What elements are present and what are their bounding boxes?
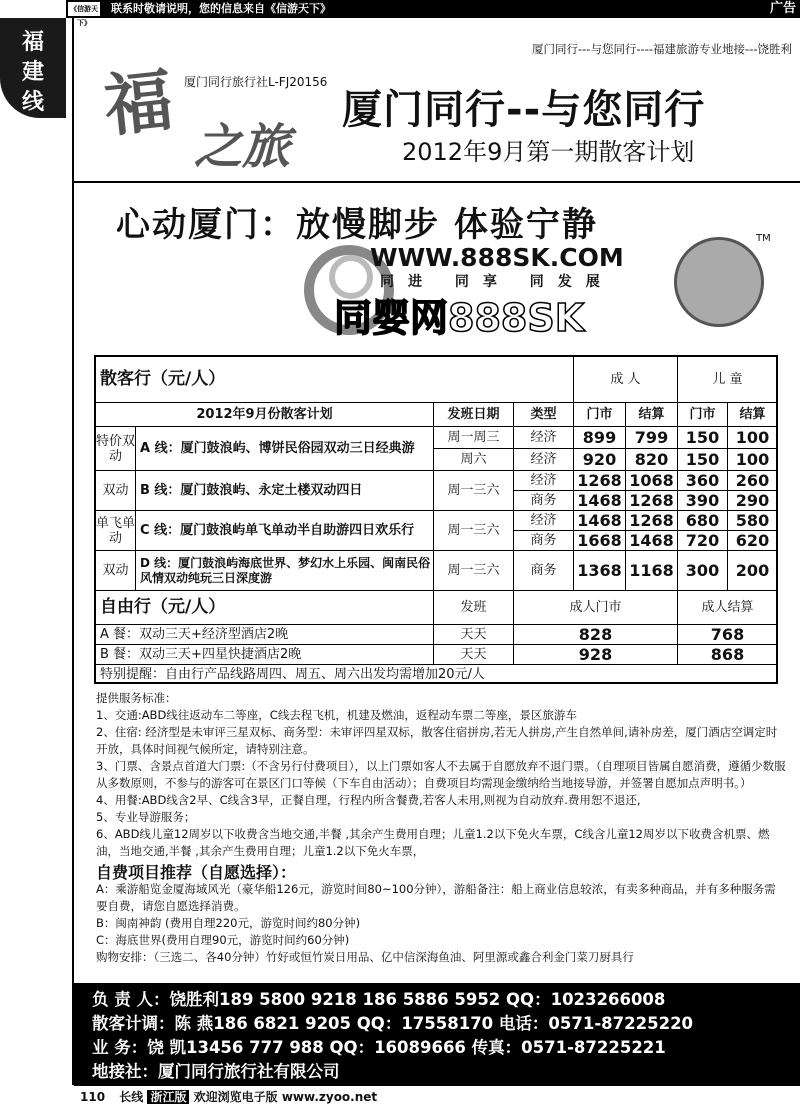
extra-item: C：海底世界(费用自理90元，游览时间约60分钟) (96, 933, 350, 947)
price: 100 (728, 427, 778, 449)
route-c[interactable]: C 线：厦门鼓浪屿单飞单动半自助游四日欢乐行 (136, 511, 434, 551)
type: 商务 (514, 551, 574, 591)
col-child: 儿 童 (678, 357, 778, 403)
header (74, 18, 800, 183)
contact-notice: 联系时敬请说明，您的信息来自《信游天下》 (111, 2, 331, 15)
site-name: 同婴网888SK (334, 296, 585, 340)
price: 150 (678, 449, 728, 471)
extra-title: 自费项目推荐（自愿选择）： (96, 863, 297, 882)
edition-badge: 浙江版 (147, 1090, 189, 1104)
contact-row: 负 责 人：饶胜利189 5800 9218 186 5886 5952 QQ：1023266008 (92, 990, 666, 1009)
date: 周一三六 (434, 551, 514, 591)
price: 260 (728, 471, 778, 491)
extra-item: A：乘游船览金厦海域风光（豪华船126元，游览时间80~100分钟），游船备注：船上商业信息较浓，有卖多种商品，并有多种服务需要自费，请您自愿选择消费。 (96, 882, 776, 913)
page-title: 厦门同行--与您同行 (342, 87, 706, 133)
package-a[interactable]: A 餐：双动三天+经济型酒店2晚 (96, 625, 434, 645)
price: 1668 (574, 531, 626, 551)
footer (80, 1088, 377, 1105)
section-title: 散客行（元/人） (96, 357, 574, 403)
contact-row: 地接社：厦门同行旅行社有限公司 (92, 1062, 340, 1081)
price: 768 (678, 625, 778, 645)
price: 928 (514, 645, 678, 665)
price: 300 (678, 551, 728, 591)
tagline: 厦门同行---与您同行----福建旅游专业地接---饶胜利 (532, 42, 792, 56)
site-motto: 同进 同享 同发展 (380, 274, 614, 290)
price-table (94, 355, 778, 684)
price: 680 (678, 511, 728, 531)
service-section (96, 690, 786, 966)
package-b[interactable]: B 餐：双动三天+四星快捷酒店2晚 (96, 645, 434, 665)
col-date: 发班日期 (434, 403, 514, 427)
row-tag: 双动 (96, 551, 136, 591)
top-bar (66, 0, 800, 27)
mascot-icon (674, 237, 764, 327)
col-child-retail: 门市 (678, 403, 728, 427)
service-item: 2、住宿: 经济型是未审评三星双标、商务型：未审评四星双标，散客住宿拼房,若无人拼房,产生自然单间,请补房差，厦门酒店空调定时开放，具体时间视气候所定，请特别注意。 (96, 725, 778, 756)
price: 1468 (574, 491, 626, 511)
region-tab-char: 福 (21, 30, 44, 55)
type: 经济 (514, 449, 574, 471)
row-tag: 双动 (96, 471, 136, 511)
route-d[interactable]: D 线：厦门鼓浪屿海底世界、梦幻水上乐园、闽南民俗风情双动纯玩三日深度游 (136, 551, 434, 591)
route-b[interactable]: B 线：厦门鼓浪屿、永定土楼双动四日 (136, 471, 434, 511)
footer-link[interactable]: 欢迎浏览电子版 www.zyoo.net (193, 1090, 378, 1104)
col-adult: 成 人 (574, 357, 678, 403)
col-child-settle: 结算 (728, 403, 778, 427)
plan-header: 2012年9月份散客计划 (96, 403, 434, 427)
price: 580 (728, 511, 778, 531)
price: 1468 (626, 531, 678, 551)
price: 868 (678, 645, 778, 665)
type: 商务 (514, 531, 574, 551)
price: 1268 (626, 511, 678, 531)
type: 商务 (514, 491, 574, 511)
price: 899 (574, 427, 626, 449)
service-item: 1、交通:ABD线往返动车二等座，C线去程飞机，机建及燃油，返程动车票二等座，景区旅游车 (96, 708, 577, 722)
price: 150 (678, 427, 728, 449)
page-subtitle: 2012年9月第一期散客计划 (402, 138, 695, 166)
type: 经济 (514, 471, 574, 491)
free-travel-title: 自由行（元/人） (96, 591, 434, 625)
price: 720 (678, 531, 728, 551)
brand-logo: 福 (100, 60, 171, 147)
service-item: 3、门票、含景点首道大门票:（不含另行付费项目），以上门票如客人不去属于自愿放弃不退门票。（自理项目皆属自愿消费，遵循少数服从多数原则，不参与的游客可在景区门口等候（下车自由活动）；自费项目均需现金缴纳给当地接导游，并签署自愿加点声明书。） (96, 759, 786, 790)
free-col-date: 发班 (434, 591, 514, 625)
banner (74, 185, 800, 355)
license-number: 厦门同行旅行社L-FJ20156 (184, 75, 328, 89)
price: 1268 (626, 491, 678, 511)
slogan: 心动厦门：放慢脚步 体验宁静 (116, 205, 598, 245)
region-tab-char: 线 (21, 90, 44, 115)
date: 天天 (434, 645, 514, 665)
price: 1268 (574, 471, 626, 491)
row-tag: 单飞单动 (96, 511, 136, 551)
price: 100 (728, 449, 778, 471)
extra-item: B：闽南神韵 (费用自理220元，游览时间约80分钟) (96, 916, 361, 930)
price: 360 (678, 471, 728, 491)
col-settle: 结算 (626, 403, 678, 427)
col-retail: 门市 (574, 403, 626, 427)
region-tab (0, 18, 66, 118)
price: 200 (728, 551, 778, 591)
price: 1168 (626, 551, 678, 591)
ad-label: 广告 (769, 1, 796, 16)
magazine-logo: 《信游天下》 (68, 2, 100, 16)
price: 799 (626, 427, 678, 449)
region-tab-char: 建 (21, 60, 44, 85)
brand-logo-sub: 之旅 (194, 119, 291, 175)
service-item: 4、用餐:ABD线含2早、C线含3早，正餐自理，行程内所含餐费,若客人未用,则视为自动放弃.费用恕不退还, (96, 793, 641, 807)
price: 390 (678, 491, 728, 511)
date: 天天 (434, 625, 514, 645)
page-number: 110 (80, 1090, 106, 1104)
price: 1468 (574, 511, 626, 531)
price: 828 (514, 625, 678, 645)
price: 1068 (626, 471, 678, 491)
date: 周一三六 (434, 511, 514, 551)
route-a[interactable]: A 线：厦门鼓浪屿、博饼民俗园双动三日经典游 (136, 427, 434, 471)
date: 周一周三 (434, 427, 514, 449)
date: 周一三六 (434, 471, 514, 511)
contact-row: 业 务：饶 凯13456 777 988 QQ：16089666 传真：0571-87225221 (92, 1038, 666, 1057)
site-url[interactable]: WWW.888SK.COM (370, 243, 624, 272)
free-col-retail: 成人门市 (514, 591, 678, 625)
trademark: TM (756, 233, 771, 244)
price: 290 (728, 491, 778, 511)
service-item: 6、ABD线儿童12周岁以下收费含当地交通,半餐 ,其余产生费用自理；儿童1.2以下免火车票，C线含儿童12周岁以下收费含机票、燃油，当地交通,半餐 ,其余产生费用自理；儿童1.2以下免火车票， (96, 827, 770, 858)
contact-row: 散客计调：陈 燕186 6821 9205 QQ：17558170 电话：0571-87225220 (92, 1014, 694, 1033)
price: 1368 (574, 551, 626, 591)
price: 920 (574, 449, 626, 471)
col-type: 类型 (514, 403, 574, 427)
ad-page (72, 18, 800, 1085)
contact-box (74, 983, 800, 1086)
section-name: 长线 (119, 1090, 144, 1104)
service-item: 5、专业导游服务； (96, 810, 196, 824)
type: 经济 (514, 427, 574, 449)
type: 经济 (514, 511, 574, 531)
special-note: 特别提醒：自由行产品线路周四、周五、周六出发均需增加20元/人 (96, 665, 778, 684)
extra-item: 购物安排：（三选二、各40分钟）竹好或恒竹炭日用品、亿中信深海鱼油、阿里源或鑫合利金门菜刀厨具行 (96, 950, 634, 964)
date: 周六 (434, 449, 514, 471)
price: 820 (626, 449, 678, 471)
price: 620 (728, 531, 778, 551)
row-tag: 特价双动 (96, 427, 136, 471)
service-title: 提供服务标准： (96, 691, 177, 705)
free-col-settle: 成人结算 (678, 591, 778, 625)
